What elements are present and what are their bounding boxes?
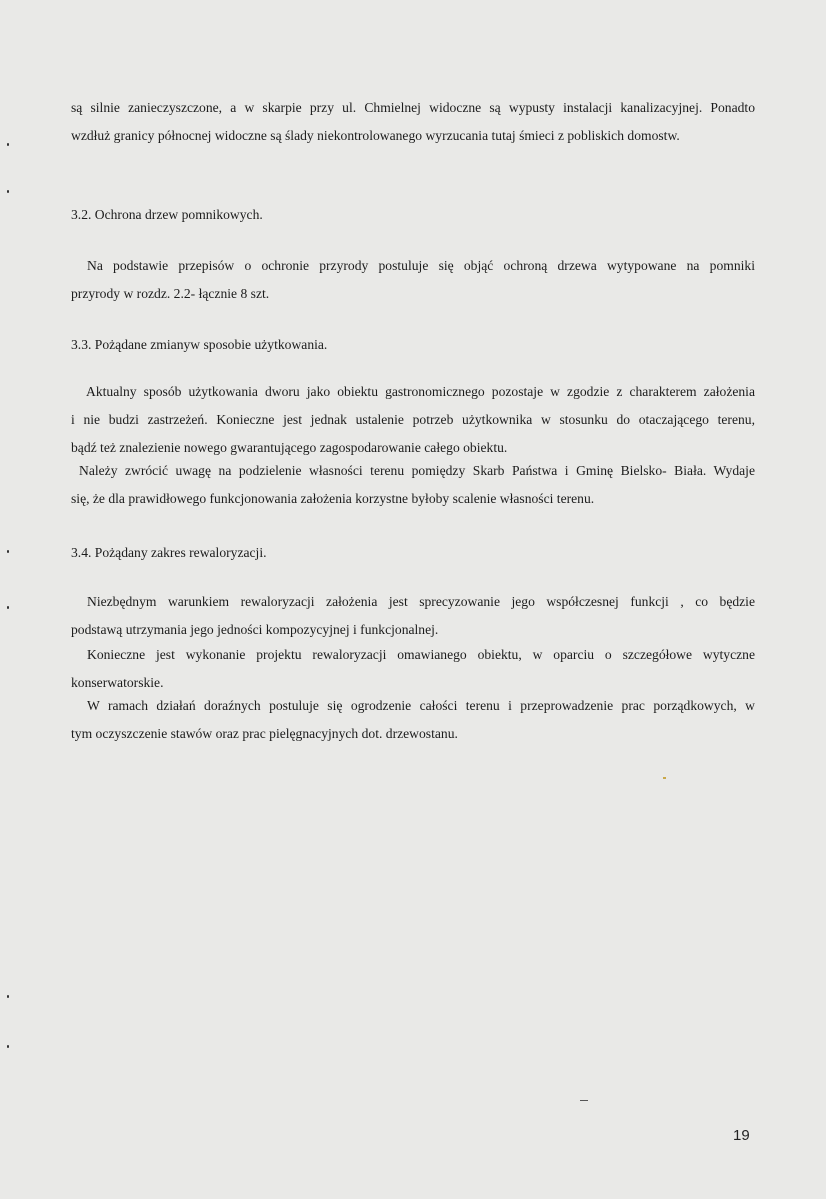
intro-line-2: wzdłuż granicy północnej widoczne są ślady niekontrolowanego wyrzucania tutaj śmieci z pobliskich domostw. bbox=[71, 128, 680, 143]
section-heading-3-4: 3.4. Pożądany zakres rewaloryzacji. bbox=[71, 545, 267, 560]
scan-speck bbox=[7, 995, 9, 998]
section-3-3-p1-line-3: bądź też znalezienie nowego gwarantującego zagospodarowanie całego obiektu. bbox=[71, 440, 508, 455]
scan-speck bbox=[7, 1045, 9, 1048]
section-3-3-p2-line-1: Należy zwrócić uwagę na podzielenie własności terenu pomiędzy Skarb Państwa i Gminę Bielsko- Biała. Wydaje bbox=[79, 463, 755, 478]
section-heading-3-2: 3.2. Ochrona drzew pomnikowych. bbox=[71, 207, 263, 222]
section-3-4-p3-line-2: tym oczyszczenie stawów oraz prac pielęgnacyjnych dot. drzewostanu. bbox=[71, 726, 458, 741]
scan-speck bbox=[7, 190, 9, 193]
section-3-2-line-2: przyrody w rozdz. 2.2- łącznie 8 szt. bbox=[71, 286, 270, 301]
section-3-4-p3-line-1: W ramach działań doraźnych postuluje się ogrodzenie całości terenu i przeprowadzenie prac porządkowych, w bbox=[87, 698, 755, 713]
section-3-4-p1-line-1: Niezbędnym warunkiem rewaloryzacji założenia jest sprecyzowanie jego współczesnej funkcji , co będzie bbox=[87, 594, 755, 609]
intro-line-1: są silnie zanieczyszczone, a w skarpie przy ul. Chmielnej widoczne są wypusty instalacji kanalizacyjnej. Ponadto bbox=[71, 100, 755, 115]
page-number: 19 bbox=[733, 1127, 750, 1144]
section-3-4-p2-line-1: Konieczne jest wykonanie projektu rewaloryzacji omawianego obiektu, w oparciu o szczegółowe wytyczne bbox=[87, 647, 755, 662]
section-3-2-line-1: Na podstawie przepisów o ochronie przyrody postuluje się objąć ochroną drzewa wytypowane na pomniki bbox=[87, 258, 755, 273]
scan-speck bbox=[663, 777, 666, 779]
section-3-3-p1-line-2: i nie budzi zastrzeżeń. Konieczne jest jednak ustalenie potrzeb użytkownika w stosunku do otaczającego terenu, bbox=[71, 412, 755, 427]
section-heading-3-3: 3.3. Pożądane zmianyw sposobie użytkowania. bbox=[71, 337, 328, 352]
section-3-3-p2-line-2: się, że dla prawidłowego funkcjonowania założenia korzystne byłoby scalenie własności terenu. bbox=[71, 491, 595, 506]
section-3-3-p1-line-1: Aktualny sposób użytkowania dworu jako obiektu gastronomicznego pozostaje w zgodzie z charakterem założenia bbox=[86, 384, 755, 399]
scan-speck bbox=[7, 606, 9, 609]
section-3-4-p2-line-2: konserwatorskie. bbox=[71, 675, 164, 690]
scan-speck bbox=[7, 143, 9, 146]
scan-speck bbox=[7, 550, 9, 553]
section-3-4-p1-line-2: podstawą utrzymania jego jedności kompozycyjnej i funkcjonalnej. bbox=[71, 622, 439, 637]
scan-speck bbox=[580, 1100, 588, 1101]
